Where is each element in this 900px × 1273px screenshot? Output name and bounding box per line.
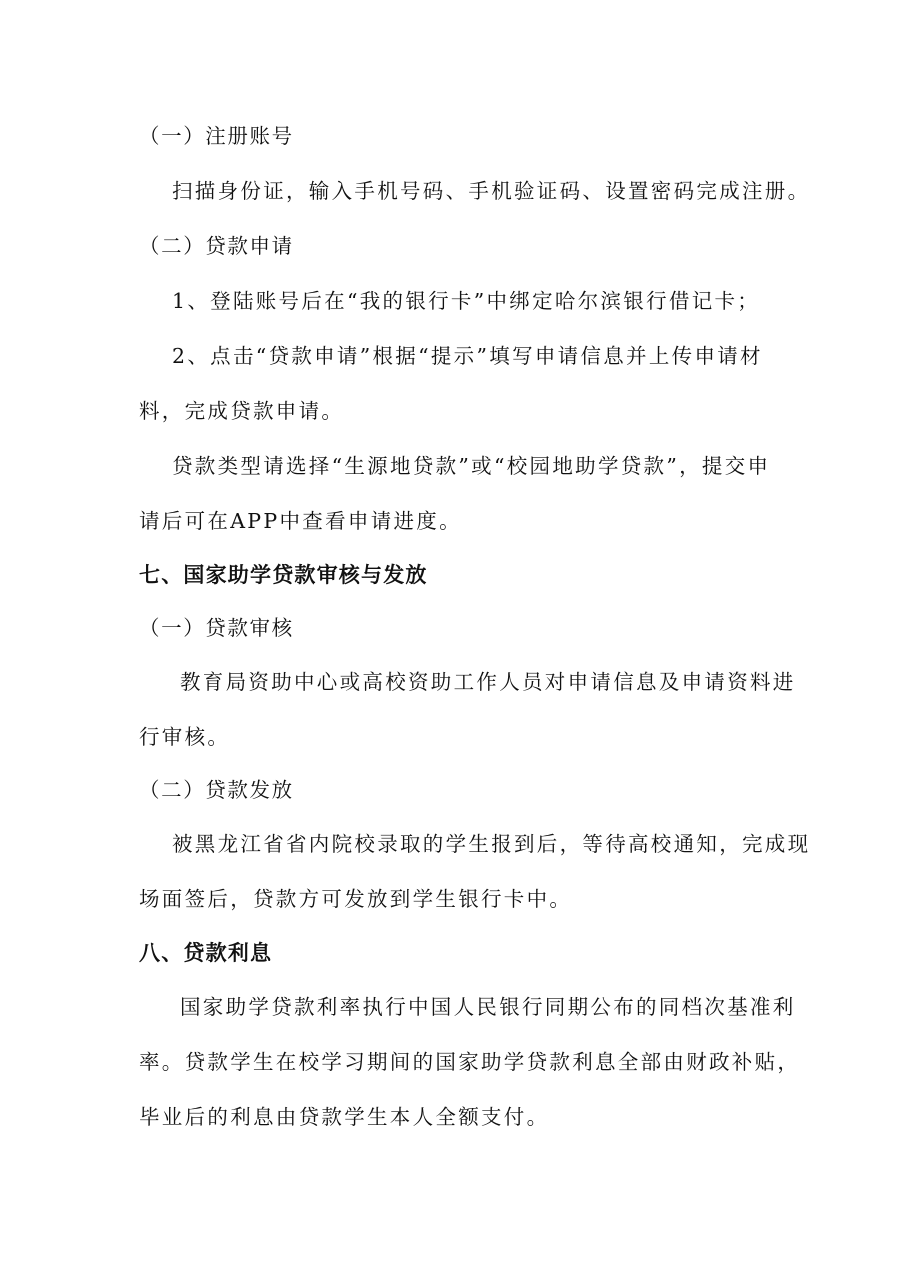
- apply-step-2-line-2: 料，完成贷款申请。: [139, 399, 345, 423]
- apply-heading: （二）贷款申请: [139, 234, 294, 258]
- review-line-2: 行审核。: [139, 725, 231, 749]
- disburse-line-1: 被黑龙江省省内院校录取的学生报到后，等待高校通知，完成现: [172, 832, 811, 856]
- review-line-1: 教育局资助中心或高校资助工作人员对申请信息及申请资料进: [180, 670, 796, 694]
- disburse-line-2: 场面签后，贷款方可发放到学生银行卡中。: [139, 887, 573, 911]
- review-heading: （一）贷款审核: [139, 616, 294, 640]
- disburse-heading: （二）贷款发放: [139, 778, 294, 802]
- register-heading: （一）注册账号: [139, 124, 294, 148]
- apply-note-line-1: 贷款类型请选择“生源地贷款”或“校园地助学贷款”，提交申: [172, 454, 771, 478]
- interest-line-2: 率。贷款学生在校学习期间的国家助学贷款利息全部由财政补贴，: [139, 1050, 801, 1074]
- section-8-heading: 八、贷款利息: [139, 941, 273, 965]
- apply-note-line-2: 请后可在APP中查看申请进度。: [139, 509, 462, 533]
- register-text: 扫描身份证，输入手机号码、手机验证码、设置密码完成注册。: [172, 179, 811, 203]
- section-7-heading: 七、国家助学贷款审核与发放: [139, 563, 428, 587]
- interest-line-3: 毕业后的利息由贷款学生本人全额支付。: [139, 1105, 550, 1129]
- apply-step-1: 1、登陆账号后在“我的银行卡”中绑定哈尔滨银行借记卡；: [172, 289, 761, 313]
- interest-line-1: 国家助学贷款利率执行中国人民银行同期公布的同档次基准利: [180, 995, 796, 1019]
- apply-step-2-line-1: 2、点击“贷款申请”根据“提示”填写申请信息并上传申请材: [172, 344, 763, 368]
